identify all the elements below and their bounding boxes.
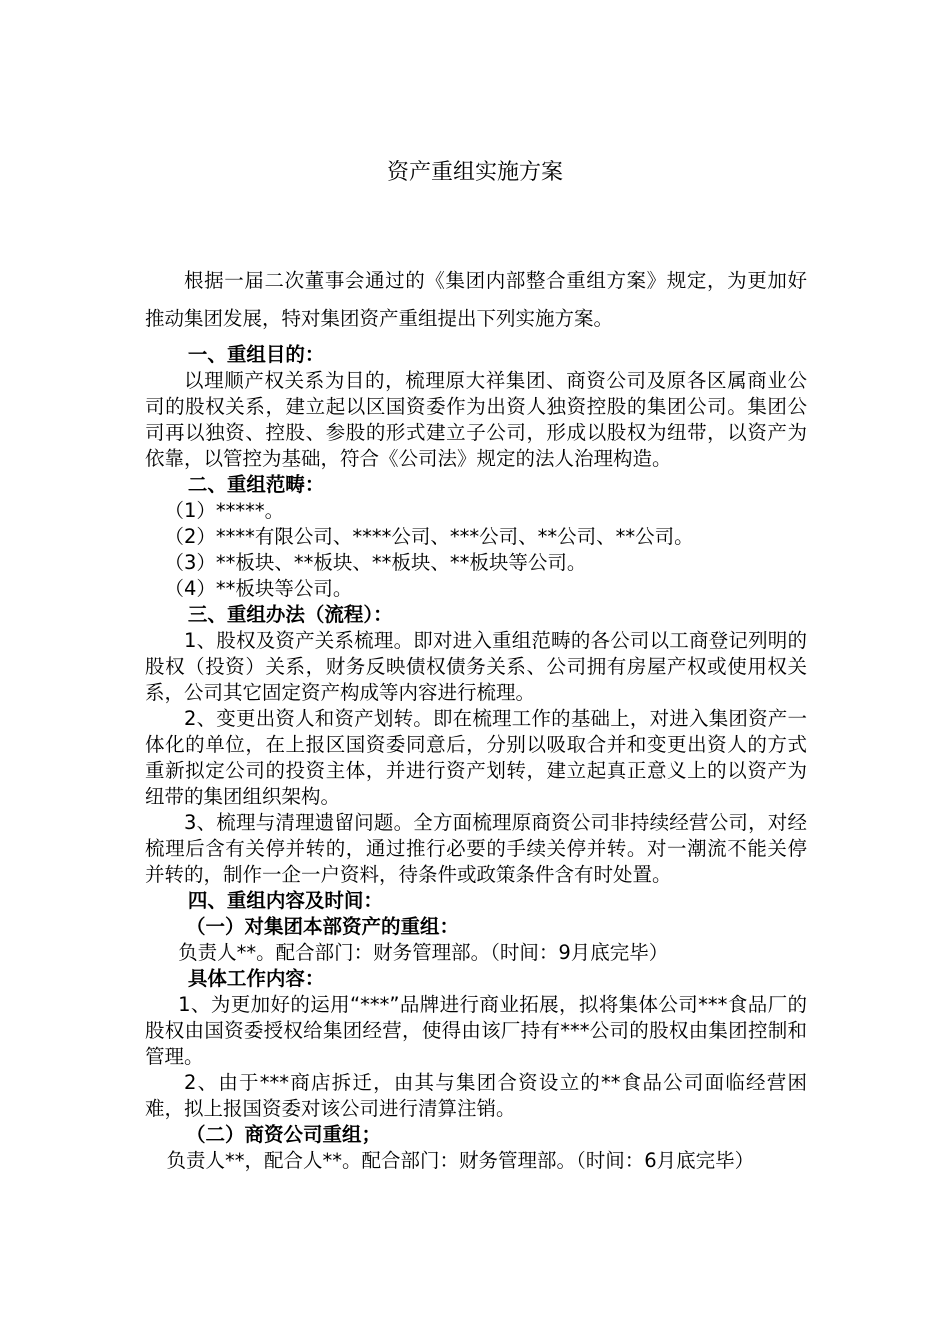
subsection-heading-hq: （一）对集团本部资产的重组： — [185, 915, 459, 938]
subsection-heading-commerce: （二）商资公司重组； — [185, 1123, 381, 1146]
section-text-purpose: 以理顺产权关系为目的，梳理原大祥集团、商资公司及原各区属商业公司的股权关系，建立起以区国资委作为出资人独资控股的集团公司。集团公司再以独资、控股、参股的形式建立子公司，形成以股权为纽带，以资产为依靠，以管控为基础，符合《公司法》规定的法人治理构造。 — [145, 369, 807, 470]
responsible-line-hq: 负责人**。配合部门：财务管理部。（时间：9月底完毕） — [178, 941, 669, 964]
page-title: 资产重组实施方案 — [386, 160, 563, 185]
work-content-heading: 具体工作内容： — [187, 967, 325, 990]
scope-item: （3）**板块、**板块、**板块、**板块等公司。 — [164, 551, 587, 574]
intro-paragraph: 根据一届二次董事会通过的《集团内部整合重组方案》规定，为更加好推动集团发展，特对集团资产重组提出下列实施方案。 — [145, 269, 807, 330]
scope-item: （2）****有限公司、****公司、***公司、**公司、**公司。 — [164, 525, 694, 548]
document-body — [145, 262, 807, 1174]
section-heading-content: 四、重组内容及时间： — [187, 889, 383, 912]
section-heading-scope: 二、重组范畴： — [187, 473, 325, 496]
section-heading-method: 三、重组办法（流程）： — [187, 603, 393, 626]
scope-item: （1）*****。 — [164, 499, 285, 522]
responsible-line-commerce: 负责人**，配合人**。配合部门：财务管理部。（时间：6月底完毕） — [166, 1149, 755, 1172]
scope-item: （4）**板块等公司。 — [164, 577, 353, 600]
method-paragraph: 1、股权及资产关系梳理。即对进入重组范畴的各公司以工商登记列明的股权（投资）关系，财务反映债权债务关系、公司拥有房屋产权或使用权关系，公司其它固定资产构成等内容进行梳理。 — [145, 629, 807, 704]
work-item: 1、为更加好的运用“***”品牌进行商业拓展，拟将集体公司***食品厂的股权由国资委授权给集团经营，使得由该厂持有***公司的股权由集团控制和管理。 — [145, 993, 807, 1068]
section-heading-purpose: 一、重组目的： — [187, 343, 325, 366]
method-paragraph: 3、梳理与清理遗留问题。全方面梳理原商资公司非持续经营公司，对经梳理后含有关停并转的，通过推行必要的手续关停并转。对一潮流不能关停并转的，制作一企一户资料，待条件或政策条件含有时处置。 — [145, 811, 807, 886]
work-item: 2、由于***商店拆迁，由其与集团合资设立的**食品公司面临经营困难，拟上报国资委对该公司进行清算注销。 — [145, 1071, 807, 1120]
method-paragraph: 2、变更出资人和资产划转。即在梳理工作的基础上，对进入集团资产一体化的单位，在上报区国资委同意后，分别以吸取合并和变更出资人的方式重新拟定公司的投资主体，并进行资产划转，建立起真正意义上的以资产为纽带的集团组织架构。 — [145, 707, 807, 808]
